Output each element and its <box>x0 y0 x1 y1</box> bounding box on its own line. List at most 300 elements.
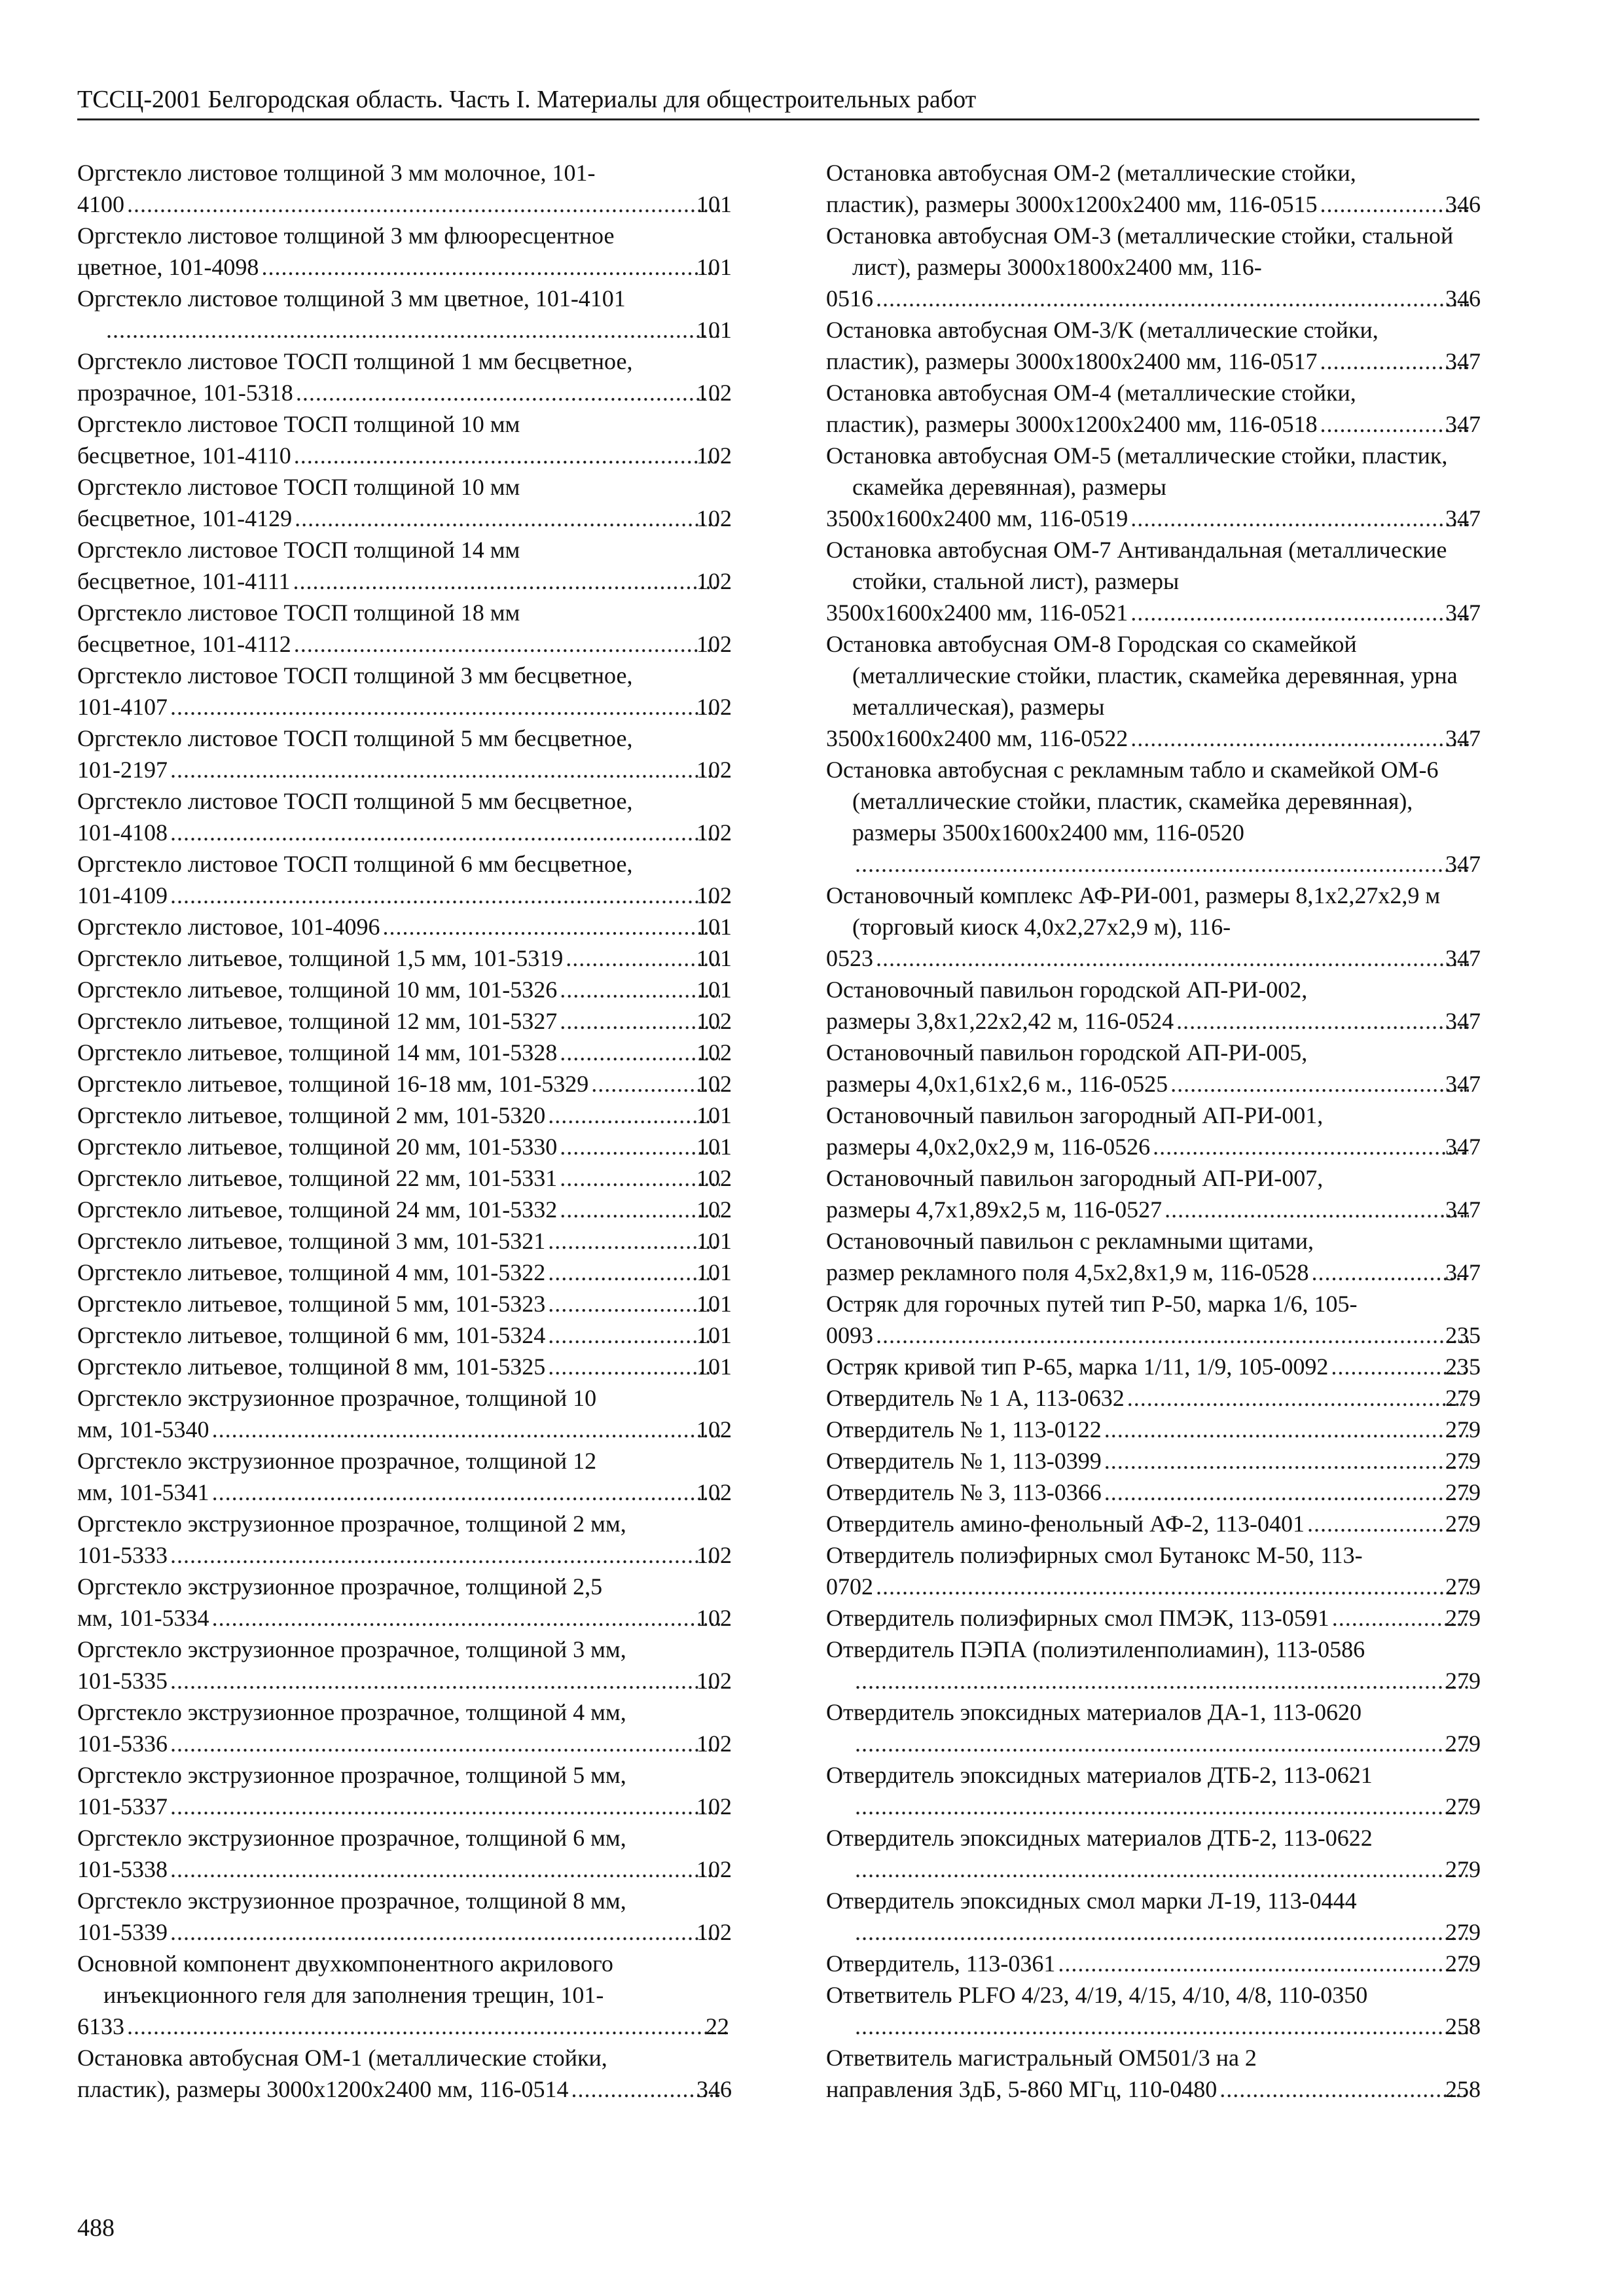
index-entry-leader-line <box>852 1728 1481 1759</box>
dot-leader <box>294 440 720 471</box>
index-entry-leader-line <box>77 1162 732 1194</box>
index-entry-leader-line <box>77 911 732 942</box>
dot-leader <box>294 628 720 660</box>
index-entry-text: 4100 <box>77 191 124 217</box>
index-entry-page: 279 <box>1445 1479 1481 1505</box>
index-entry-title: Остряк для горочных путей тип Р-50, марка 1/6, 105- <box>826 1291 1358 1317</box>
index-entry <box>826 157 1481 220</box>
index-entry-leader-line <box>826 188 1481 220</box>
index-entry-text: Отвердитель № 3, 113-0366 <box>826 1479 1102 1505</box>
index-entry-leader-line <box>77 503 732 534</box>
index-entry-title: Остановочный комплекс АФ-РИ-001, размеры 8,1х2,27х2,9 м (торговый киоск 4,0х2,27х2,9 м), 116- <box>826 882 1441 940</box>
index-entry <box>77 1288 732 1319</box>
index-entry-leader-line <box>77 1068 732 1100</box>
index-entry <box>826 1822 1481 1885</box>
dot-leader <box>1127 1382 1469 1414</box>
index-entry-page: 102 <box>696 1668 732 1694</box>
dot-leader <box>548 1319 720 1351</box>
index-entry-leader-line <box>852 848 1481 880</box>
index-entry-text: 3500х1600х2400 мм, 116-0521 <box>826 600 1128 626</box>
index-entry <box>826 2042 1481 2105</box>
index-entry <box>77 1319 732 1351</box>
index-entry-text: размер рекламного поля 4,5х2,8х1,9 м, 116-0528 <box>826 1259 1309 1285</box>
index-entry-title: Остановка автобусная ОМ-3 (металлические стойки, стальной лист), размеры 3000х1800х2400 мм, 116- <box>826 223 1454 280</box>
index-entry <box>826 1539 1481 1602</box>
index-entry-text: Оргстекло литьевое, толщиной 12 мм, 101-5327 <box>77 1008 558 1034</box>
index-entry-leader-line <box>826 1194 1481 1225</box>
dot-leader <box>170 1665 720 1696</box>
index-entry-title: Оргстекло листовое ТОСП толщиной 5 мм бесцветное, <box>77 725 633 751</box>
index-entry-text: Оргстекло литьевое, толщиной 5 мм, 101-5323 <box>77 1291 546 1317</box>
dot-leader <box>1219 2073 1469 2105</box>
dot-leader <box>855 1665 1469 1696</box>
index-entry-text: бесцветное, 101-4129 <box>77 505 293 531</box>
index-entry <box>77 848 732 911</box>
index-entry-title: Отвердитель эпоксидных материалов ДТБ-2, 113-0621 <box>826 1762 1373 1788</box>
index-entry-text: 101-5337 <box>77 1793 168 1820</box>
index-entry-page: 279 <box>1445 1416 1481 1443</box>
index-entry-page: 102 <box>696 631 732 657</box>
index-entry-page: 102 <box>696 1416 732 1443</box>
index-entry-leader-line <box>77 628 732 660</box>
index-entry-text: Оргстекло литьевое, толщиной 16-18 мм, 101-5329 <box>77 1071 589 1097</box>
index-entry-leader-line <box>77 974 732 1005</box>
index-entry-leader-line <box>103 314 732 346</box>
index-entry <box>77 1162 732 1194</box>
index-entry-leader-line <box>77 1477 732 1508</box>
index-entry-leader-line <box>826 408 1481 440</box>
index-entry-text: пластик), размеры 3000х1200х2400 мм, 116-0515 <box>826 191 1318 217</box>
index-entry-leader-line <box>77 377 732 408</box>
dot-leader <box>855 848 1469 880</box>
index-entry-leader-line <box>77 1225 732 1257</box>
index-entry-page: 235 <box>1445 1354 1481 1380</box>
index-entry-text: 0516 <box>826 285 873 312</box>
index-entry-title: Остановка автобусная ОМ-7 Антивандальная (металлические стойки, стальной лист), размеры <box>826 537 1447 594</box>
index-entry-page: 347 <box>1445 851 1481 877</box>
index-entry-page: 258 <box>1445 2076 1481 2102</box>
index-entry-page: 279 <box>1445 1919 1481 1945</box>
index-entry-text: Отвердитель № 1, 113-0399 <box>826 1448 1102 1474</box>
index-entry-page: 102 <box>696 1731 732 1757</box>
index-entry-text: размеры 4,7х1,89х2,5 м, 116-0527 <box>826 1196 1163 1223</box>
index-entry-title: Отвердитель полиэфирных смол Бутанокс М-50, 113- <box>826 1542 1363 1568</box>
index-entry-page: 101 <box>696 317 732 343</box>
dot-leader <box>170 691 720 723</box>
dot-leader <box>548 1288 720 1319</box>
index-entry-page: 346 <box>1445 285 1481 312</box>
index-entry-page: 102 <box>696 819 732 846</box>
index-entry-leader-line <box>77 2073 732 2105</box>
index-entry-leader-line <box>826 1508 1481 1539</box>
dot-leader <box>106 314 720 346</box>
dot-leader <box>1104 1414 1469 1445</box>
index-entry-page: 347 <box>1445 411 1481 437</box>
index-entry-text: бесцветное, 101-4111 <box>77 568 291 594</box>
index-entry-page: 347 <box>1445 1196 1481 1223</box>
index-entry-leader-line <box>77 440 732 471</box>
index-entry-leader-line <box>826 283 1481 314</box>
index-entry <box>77 408 732 471</box>
index-entry-title: Оргстекло листовое толщиной 3 мм флюоресцентное <box>77 223 615 249</box>
dot-leader <box>548 1351 720 1382</box>
index-entry-page: 101 <box>696 191 732 217</box>
index-entry-page: 347 <box>1445 1259 1481 1285</box>
index-entry-page: 101 <box>696 1102 732 1128</box>
index-entry-title: Оргстекло листовое толщиной 3 мм цветное, 101-4101 <box>77 285 626 312</box>
index-entry-text: мм, 101-5340 <box>77 1416 209 1443</box>
dot-leader <box>548 1225 720 1257</box>
index-entry-title: Остановка автобусная с рекламным табло и скамейкой ОМ-6 (металлические стойки, пластик, скамейка деревянная), размеры 3500х1600х2400 мм, 116-0520 <box>826 757 1439 846</box>
index-entry <box>826 1948 1481 1979</box>
index-entry-title: Оргстекло листовое ТОСП толщиной 10 мм <box>77 474 520 500</box>
index-entry-title: Остановка автобусная ОМ-5 (металлические стойки, пластик, скамейка деревянная), размеры <box>826 442 1448 500</box>
index-entry-text: Оргстекло литьевое, толщиной 3 мм, 101-5321 <box>77 1228 546 1254</box>
index-entry-leader-line <box>826 723 1481 754</box>
index-entry-title: Остановочный павильон с рекламными щитами, <box>826 1228 1314 1254</box>
index-entry <box>826 1225 1481 1288</box>
dot-leader <box>212 1414 720 1445</box>
index-entry-page: 235 <box>1445 1322 1481 1348</box>
index-entry-leader-line <box>77 565 732 597</box>
dot-leader <box>170 1791 720 1822</box>
index-entry-text: 101-2197 <box>77 757 168 783</box>
index-entry-page: 101 <box>696 945 732 971</box>
index-entry <box>77 471 732 534</box>
dot-leader <box>1130 723 1469 754</box>
index-entry-page: 279 <box>1445 1511 1481 1537</box>
index-entry-text: 101-5338 <box>77 1856 168 1882</box>
index-entry-leader-line <box>77 1319 732 1351</box>
index-entry-title: Оргстекло листовое ТОСП толщиной 1 мм бесцветное, <box>77 348 633 374</box>
dot-leader <box>876 1319 1469 1351</box>
index-entry-text: 101-5335 <box>77 1668 168 1694</box>
index-entry <box>77 1100 732 1131</box>
index-entry-page: 102 <box>696 1542 732 1568</box>
index-entry-text: Отвердитель № 1, 113-0122 <box>826 1416 1102 1443</box>
index-entry-title: Остановочный павильон загородный АП-РИ-007, <box>826 1165 1324 1191</box>
index-entry-page: 102 <box>696 442 732 469</box>
dot-leader <box>212 1602 720 1634</box>
index-entry <box>77 1885 732 1948</box>
dot-leader <box>876 1571 1469 1602</box>
index-entry-leader-line <box>77 880 732 911</box>
index-entry <box>826 1885 1481 1948</box>
index-entry-title: Оргстекло экструзионное прозрачное, толщиной 8 мм, <box>77 1888 626 1914</box>
index-entry <box>826 1288 1481 1351</box>
index-entry-page: 102 <box>696 1039 732 1066</box>
index-entry-title: Оргстекло экструзионное прозрачное, толщиной 5 мм, <box>77 1762 626 1788</box>
index-entry <box>77 1948 732 2042</box>
index-entry-text: бесцветное, 101-4112 <box>77 631 291 657</box>
dot-leader <box>170 817 720 848</box>
index-entry-text: 0523 <box>826 945 873 971</box>
dot-leader <box>127 188 720 220</box>
index-entry <box>826 628 1481 754</box>
index-entry-leader-line <box>852 1665 1481 1696</box>
index-entry-leader-line <box>77 691 732 723</box>
index-entry <box>77 785 732 848</box>
index-entry-title: Остановочный павильон загородный АП-РИ-001, <box>826 1102 1324 1128</box>
index-entry-text: Отвердитель полиэфирных смол ПМЭК, 113-0591 <box>826 1605 1329 1631</box>
index-entry <box>826 1414 1481 1445</box>
index-entry-page: 101 <box>696 1259 732 1285</box>
index-entry <box>77 1131 732 1162</box>
dot-leader <box>1104 1445 1469 1477</box>
index-entry-leader-line <box>826 1571 1481 1602</box>
dot-leader <box>383 911 720 942</box>
dot-leader <box>170 1854 720 1885</box>
index-entry-leader-line <box>826 1131 1481 1162</box>
index-entry-leader-line <box>77 1288 732 1319</box>
index-entry <box>77 1445 732 1508</box>
index-entry-title: Оргстекло листовое толщиной 3 мм молочное, 101- <box>77 160 596 186</box>
index-entry-leader-line <box>77 251 732 283</box>
index-entry-leader-line <box>826 1319 1481 1351</box>
index-entry <box>77 597 732 660</box>
index-entry-leader-line <box>77 1602 732 1634</box>
index-entry-leader-line <box>77 1854 732 1885</box>
index-entry-text: пластик), размеры 3000х1800х2400 мм, 116-0517 <box>826 348 1318 374</box>
index-entry-title: Оргстекло экструзионное прозрачное, толщиной 3 мм, <box>77 1636 626 1662</box>
index-entry-leader-line <box>826 597 1481 628</box>
dot-leader <box>170 1728 720 1759</box>
index-entry-page: 102 <box>696 1605 732 1631</box>
page-number: 488 <box>77 2214 115 2242</box>
index-entry-page: 279 <box>1445 1668 1481 1694</box>
index-entry-page: 279 <box>1445 1856 1481 1882</box>
index-entry <box>77 2042 732 2105</box>
index-entry-text: 3500х1600х2400 мм, 116-0519 <box>826 505 1128 531</box>
index-entry-text: Оргстекло литьевое, толщиной 10 мм, 101-5326 <box>77 977 558 1003</box>
index-entry-page: 347 <box>1445 505 1481 531</box>
index-entry-page: 102 <box>696 380 732 406</box>
dot-leader <box>876 942 1469 974</box>
index-entry <box>826 1477 1481 1508</box>
index-entry-page: 258 <box>1445 2013 1481 2039</box>
index-entry <box>77 220 732 283</box>
index-entry-page: 101 <box>696 914 732 940</box>
index-entry <box>77 911 732 942</box>
index-entry-title: Остановка автобусная ОМ-8 Городская со скамейкой (металлические стойки, пластик, скамейка деревянная, урна металлическая), размеры <box>826 631 1458 720</box>
index-entry-title: Оргстекло экструзионное прозрачное, толщиной 10 <box>77 1385 597 1411</box>
index-entry-leader-line <box>826 2073 1481 2105</box>
index-entry <box>77 1696 732 1759</box>
dot-leader <box>855 1916 1469 1948</box>
index-entry <box>77 1194 732 1225</box>
index-entry-title: Оргстекло листовое ТОСП толщиной 6 мм бесцветное, <box>77 851 633 877</box>
index-entry-leader-line <box>826 1477 1481 1508</box>
index-entry-page: 102 <box>696 882 732 908</box>
dot-leader <box>212 1477 720 1508</box>
index-entry-leader-line <box>826 1445 1481 1477</box>
index-entry-text: Оргстекло литьевое, толщиной 8 мм, 101-5325 <box>77 1354 546 1380</box>
index-entry-title: Оргстекло листовое ТОСП толщиной 5 мм бесцветное, <box>77 788 633 814</box>
index-entry-text: мм, 101-5334 <box>77 1605 209 1631</box>
index-entry-text: направления 3дБ, 5-860 МГц, 110-0480 <box>826 2076 1218 2102</box>
index-entry <box>826 534 1481 628</box>
index-entry-text: 101-5339 <box>77 1919 168 1945</box>
index-entry-title: Оргстекло листовое ТОСП толщиной 18 мм <box>77 600 520 626</box>
index-entry-title: Отвердитель эпоксидных смол марки Л-19, 113-0444 <box>826 1888 1357 1914</box>
index-entry-leader-line <box>852 1916 1481 1948</box>
index-entry-leader-line <box>826 942 1481 974</box>
index-entry-leader-line <box>826 1257 1481 1288</box>
index-entry <box>826 1382 1481 1414</box>
index-entry-leader-line <box>826 1382 1481 1414</box>
index-entry-text: 101-4107 <box>77 694 168 720</box>
index-entry-text: пластик), размеры 3000х1200х2400 мм, 116-0514 <box>77 2076 569 2102</box>
index-entry-text: мм, 101-5341 <box>77 1479 209 1505</box>
index-entry-page: 102 <box>696 1856 732 1882</box>
index-entry-title: Основной компонент двухкомпонентного акрилового инъекционного геля для заполнения трещин, 101- <box>77 1950 613 2008</box>
index-entry <box>77 1257 732 1288</box>
index-entry <box>77 660 732 723</box>
index-column-right <box>826 157 1481 2105</box>
index-entry <box>77 1068 732 1100</box>
index-entry-page: 102 <box>696 505 732 531</box>
dot-leader <box>1164 1194 1469 1225</box>
header-rule <box>77 118 1479 120</box>
dot-leader <box>1130 503 1469 534</box>
index-entry-leader-line <box>77 817 732 848</box>
index-entry <box>826 1759 1481 1822</box>
index-entry-page: 346 <box>696 2076 732 2102</box>
index-entry-leader-line <box>77 754 732 785</box>
index-entry-leader-line <box>77 942 732 974</box>
index-entry-text: Оргстекло листовое, 101-4096 <box>77 914 380 940</box>
index-entry <box>826 1602 1481 1634</box>
index-entry-title: Остановка автобусная ОМ-3/К (металлические стойки, <box>826 317 1379 343</box>
index-entry <box>77 1759 732 1822</box>
index-entry-page: 279 <box>1445 1731 1481 1757</box>
index-entry-leader-line <box>826 503 1481 534</box>
index-entry-page: 101 <box>696 977 732 1003</box>
index-entry <box>77 723 732 785</box>
index-entry-page: 347 <box>1445 1071 1481 1097</box>
index-entry-leader-line <box>852 1791 1481 1822</box>
index-entry-page: 279 <box>1445 1793 1481 1820</box>
index-entry-page: 102 <box>696 1919 732 1945</box>
index-entry <box>77 1571 732 1634</box>
index-entry-leader-line <box>77 1414 732 1445</box>
index-entry <box>826 974 1481 1037</box>
index-entry-text: 101-4109 <box>77 882 168 908</box>
dot-leader <box>1176 1005 1469 1037</box>
index-entry-title: Ответвитель магистральный ОМ501/3 на 2 <box>826 2045 1257 2071</box>
index-entry-leader-line <box>77 1100 732 1131</box>
index-entry-text: Отвердитель № 1 А, 113-0632 <box>826 1385 1125 1411</box>
dot-leader <box>876 283 1469 314</box>
index-entry-page: 347 <box>1445 725 1481 751</box>
index-entry <box>826 754 1481 880</box>
index-entry <box>77 1634 732 1696</box>
index-entry <box>77 942 732 974</box>
index-entry-text: Оргстекло литьевое, толщиной 6 мм, 101-5324 <box>77 1322 546 1348</box>
index-entry-text: Остряк кривой тип Р-65, марка 1/11, 1/9, 105-0092 <box>826 1354 1329 1380</box>
index-entry <box>826 1351 1481 1382</box>
index-entry-page: 102 <box>696 1165 732 1191</box>
page-header: ТССЦ-2001 Белгородская область. Часть I. Материалы для общестроительных работ <box>77 86 977 113</box>
index-entry-title: Остановка автобусная ОМ-2 (металлические стойки, <box>826 160 1356 186</box>
index-entry-text: 101-5333 <box>77 1542 168 1568</box>
dot-leader <box>1104 1477 1469 1508</box>
index-entry <box>826 377 1481 440</box>
index-entry <box>77 157 732 220</box>
index-entry-text: размеры 4,0х1,61х2,6 м., 116-0525 <box>826 1071 1168 1097</box>
index-entry-page: 279 <box>1445 1573 1481 1600</box>
index-entry-text: Оргстекло литьевое, толщиной 4 мм, 101-5322 <box>77 1259 546 1285</box>
dot-leader <box>170 1539 720 1571</box>
dot-leader <box>295 503 720 534</box>
index-entry <box>77 1037 732 1068</box>
index-entry-page: 279 <box>1445 1950 1481 1977</box>
index-entry-page: 102 <box>696 1479 732 1505</box>
index-entry-title: Оргстекло экструзионное прозрачное, толщиной 4 мм, <box>77 1699 626 1725</box>
index-entry-leader-line <box>77 1791 732 1822</box>
index-entry-title: Оргстекло экструзионное прозрачное, толщиной 12 <box>77 1448 597 1474</box>
index-entry-title: Отвердитель ПЭПА (полиэтиленполиамин), 113-0586 <box>826 1636 1365 1662</box>
index-entry-leader-line <box>826 346 1481 377</box>
index-entry-page: 101 <box>696 1354 732 1380</box>
index-entry-text: прозрачное, 101-5318 <box>77 380 293 406</box>
index-entry <box>826 314 1481 377</box>
index-entry-page: 279 <box>1445 1385 1481 1411</box>
index-entry-leader-line <box>77 1665 732 1696</box>
index-entry-text: пластик), размеры 3000х1200х2400 мм, 116-0518 <box>826 411 1318 437</box>
index-entry-title: Остановочный павильон городской АП-РИ-005, <box>826 1039 1308 1066</box>
dot-leader <box>1058 1948 1469 1979</box>
dot-leader <box>261 251 720 283</box>
index-entry <box>77 1382 732 1445</box>
index-entry-page: 347 <box>1445 1134 1481 1160</box>
index-entry-title: Оргстекло экструзионное прозрачное, толщиной 2,5 <box>77 1573 603 1600</box>
index-entry-title: Остановочный павильон городской АП-РИ-002, <box>826 977 1308 1003</box>
index-entry-page: 102 <box>696 568 732 594</box>
index-entry-leader-line: 6133 ..... 22 <box>103 2011 732 2042</box>
index-entry-leader-line <box>826 1414 1481 1445</box>
index-entry <box>826 1634 1481 1696</box>
index-entry-leader-line <box>826 1351 1481 1382</box>
index-entry-leader-line <box>77 1728 732 1759</box>
dot-leader <box>548 1257 720 1288</box>
index-entry <box>77 1351 732 1382</box>
index-entry <box>826 440 1481 534</box>
index-entry-text: Отвердитель амино-фенольный АФ-2, 113-0401 <box>826 1511 1305 1537</box>
index-entry-leader-line <box>77 1257 732 1288</box>
index-entry-page: 279 <box>1445 1448 1481 1474</box>
dot-leader <box>1307 1508 1469 1539</box>
index-entry-leader-line <box>77 1194 732 1225</box>
index-entry-page: 347 <box>1445 600 1481 626</box>
index-entry-text: Оргстекло литьевое, толщиной 20 мм, 101-5330 <box>77 1134 558 1160</box>
index-entry-title: Отвердитель эпоксидных материалов ДТБ-2, 113-0622 <box>826 1825 1373 1851</box>
index-entry-text: Оргстекло литьевое, толщиной 1,5 мм, 101-5319 <box>77 945 564 971</box>
index-entry-page: 102 <box>696 694 732 720</box>
index-entry-page: 102 <box>696 1071 732 1097</box>
index-entry-text: 0093 <box>826 1322 873 1348</box>
index-entry-page: 102 <box>696 1196 732 1223</box>
index-entry-leader-line <box>826 1602 1481 1634</box>
index-entry-title: Оргстекло экструзионное прозрачное, толщиной 2 мм, <box>77 1511 626 1537</box>
dot-leader <box>855 1854 1469 1885</box>
dot-leader <box>855 1791 1469 1822</box>
index-entry-page: 101 <box>696 1228 732 1254</box>
index-entry-text: Оргстекло литьевое, толщиной 22 мм, 101-5331 <box>77 1165 558 1191</box>
index-entry-page: 346 <box>1445 191 1481 217</box>
dot-leader <box>548 1100 720 1131</box>
index-entry-title: Оргстекло листовое ТОСП толщиной 3 мм бесцветное, <box>77 662 633 689</box>
